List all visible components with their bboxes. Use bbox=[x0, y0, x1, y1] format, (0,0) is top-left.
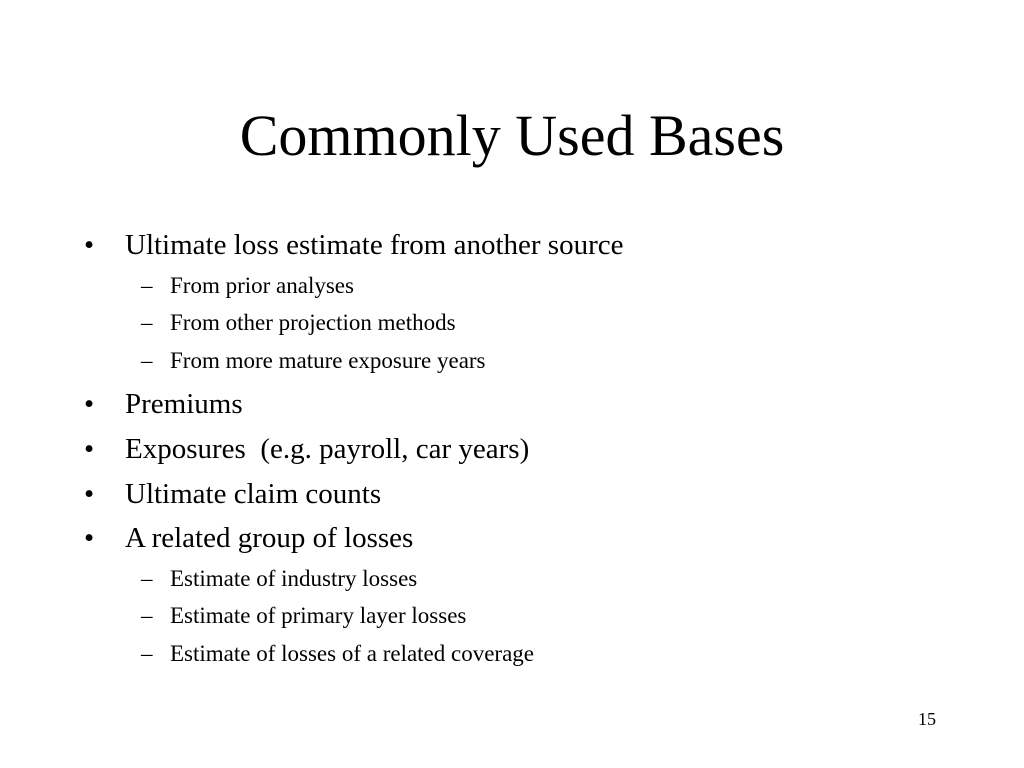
sub-bullet-text: Estimate of losses of a related coverage bbox=[170, 641, 535, 666]
bullet-marker: • bbox=[84, 478, 95, 510]
bullet-text: Ultimate loss estimate from another source bbox=[125, 229, 624, 261]
bullet-text: Exposures (e.g. payroll, car years) bbox=[125, 433, 530, 465]
sub-bullet-text: From more mature exposure years bbox=[170, 348, 486, 373]
bullet-text: Premiums bbox=[125, 388, 243, 420]
sub-bullet-marker: – bbox=[141, 566, 153, 591]
bullet-marker: • bbox=[84, 433, 95, 465]
page-number: 15 bbox=[918, 709, 936, 729]
bullet-marker: • bbox=[84, 388, 95, 420]
sub-bullet-marker: – bbox=[141, 273, 153, 298]
sub-bullet-marker: – bbox=[141, 310, 153, 335]
bullet-text: A related group of losses bbox=[125, 522, 414, 554]
sub-bullet-text: From prior analyses bbox=[170, 273, 354, 298]
bullet-text: Ultimate claim counts bbox=[125, 478, 382, 510]
sub-bullet-marker: – bbox=[141, 348, 153, 373]
bullet-marker: • bbox=[84, 522, 95, 554]
bullet-marker: • bbox=[84, 229, 95, 261]
sub-bullet-marker: – bbox=[141, 641, 153, 666]
sub-bullet-marker: – bbox=[141, 603, 153, 628]
sub-bullet-item bbox=[141, 639, 535, 759]
slide-title: Commonly Used Bases bbox=[239, 103, 785, 168]
sub-bullet-text: Estimate of industry losses bbox=[170, 566, 418, 591]
sub-bullet-text: Estimate of primary layer losses bbox=[170, 603, 467, 628]
sub-bullet-text: From other projection methods bbox=[170, 310, 456, 335]
